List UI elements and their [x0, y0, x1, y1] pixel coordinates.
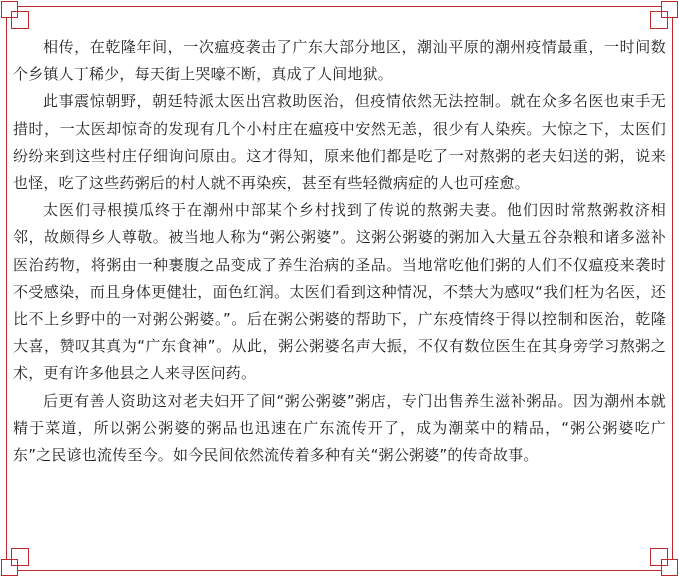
paragraph-4: 后更有善人资助这对老夫妇开了间“粥公粥婆”粥店，专门出售养生滋补粥品。因为潮州本就精于菜道，所以粥公粥婆的粥品也迅速在广东流传开了，成为潮菜中的精品，“粥公粥婆吃广东”之民谚也流传至今。如今民间依然流传着多种有关“粥公粥婆”的传奇故事。 [13, 391, 666, 465]
paragraph-3: 太医们寻根摸瓜终于在潮州中部某个乡村找到了传说的熬粥夫妻。他们因时常熬粥救济相邻，故颇得乡人尊敬。被当地人称为“粥公粥婆”。这粥公粥婆的粥加入大量五谷杂粮和诸多滋补医治药物，将粥由一种裹腹之品变成了养生治病的圣品。当地常吃他们粥的人们不仅瘟疫来袭时不受感染，而且身体更健壮，面色红润。太医们看到这种情况，不禁大为感叹“我们枉为名医，还比不上乡野中的一对粥公粥婆。”。后在粥公粥婆的帮助下，广东疫情终于得以控制和医治，乾隆大喜，赞叹其真为“广东食神”。从此，粥公粥婆名声大振，不仅有数位医生在其身旁学习熬粥之术，更有许多他县之人来寻医问药。 [13, 201, 666, 383]
paragraph-1: 相传，在乾隆年间，一次瘟疫袭击了广东大部分地区，潮汕平原的潮州疫情最重，一时间数个乡镇人丁稀少，每天街上哭嚎不断，真成了人间地狱。 [13, 38, 666, 84]
paragraph-2: 此事震惊朝野，朝廷特派太医出宫救助医治，但疫情依然无法控制。就在众多名医也束手无措时，一太医却惊奇的发现有几个小村庄在瘟疫中安然无恙，很少有人染疾。大惊之下，太医们纷纷来到这些村庄仔细询问原由。这才得知，原来他们都是吃了一对熬粥的老夫妇送的粥，说来也怪，吃了这些药粥后的村人就不再染疾，甚至有些轻微病症的人也可痊愈。 [13, 92, 666, 193]
article-body [13, 34, 666, 469]
corner-ornament-bottom-right [651, 549, 678, 576]
corner-ornament-top-right [651, 2, 678, 29]
corner-ornament-bottom-left [2, 549, 29, 576]
corner-ornament-top-left [2, 2, 29, 29]
